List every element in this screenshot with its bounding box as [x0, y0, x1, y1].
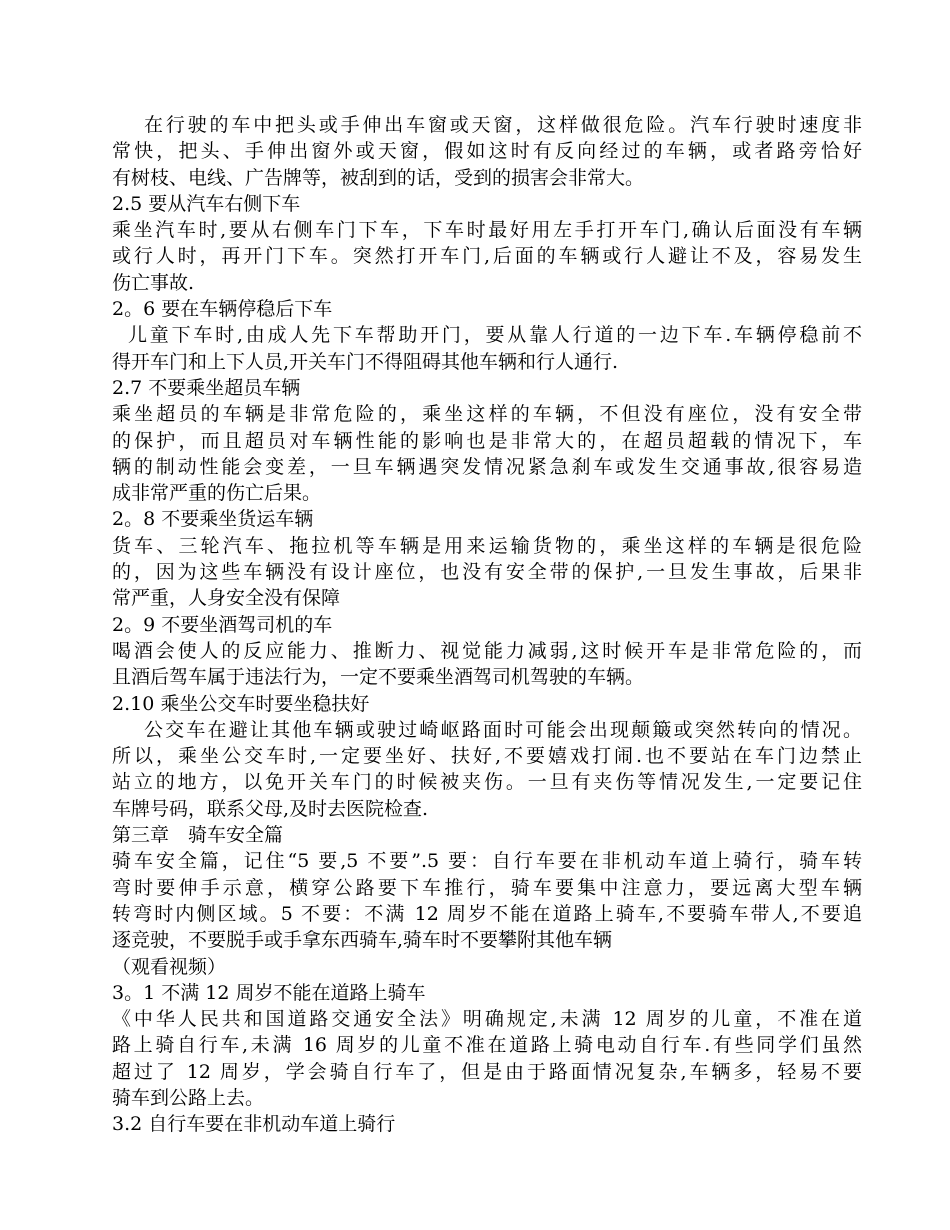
text-line: 2。9 不要坐酒驾司机的车	[112, 613, 333, 636]
text-line: 第三章 骑车安全篇	[112, 824, 284, 847]
text-line: 站立的地方，以免开关车门的时候被夹伤。一旦有夹伤等情况发生,一定要记住	[112, 771, 862, 794]
text-line: 常严重，人身安全没有保障	[112, 587, 341, 610]
text-line: 超过了 12 周岁，学会骑自行车了，但是由于路面情况复杂,车辆多，轻易不要	[112, 1060, 862, 1083]
text-line: 2.10 乘坐公交车时要坐稳扶好	[112, 692, 370, 715]
text-line: 得开车门和上下人员,开关车门不得阻碍其他车辆和行人通行.	[112, 350, 619, 373]
text-line: 2.7 不要乘坐超员车辆	[112, 376, 301, 399]
text-line: 2。6 要在车辆停稳后下车	[112, 298, 333, 321]
text-line: 2。8 不要乘坐货运车辆	[112, 508, 314, 531]
text-line: 有树枝、电线、广告牌等，被刮到的话，受到的损害会非常大。	[112, 166, 645, 189]
text-line: 骑车安全篇，记住“5 要,5 不要”.5 要：自行车要在非机动车道上骑行，骑车转	[112, 850, 862, 873]
text-line: 公交车在避让其他车辆或驶过崎岖路面时可能会出现颠簸或突然转向的情况。	[144, 718, 862, 741]
text-line: 的，因为这些车辆没有设计座位，也没有安全带的保护,一旦发生事故，后果非	[112, 561, 862, 584]
text-line: 所以，乘坐公交车时,一定要坐好、扶好,不要嬉戏打闹.也不要站在车门边禁止	[112, 745, 862, 768]
text-line: 乘坐超员的车辆是非常危险的，乘坐这样的车辆，不但没有座位，没有安全带	[112, 403, 862, 426]
text-line: 乘坐汽车时,要从右侧车门下车，下车时最好用左手打开车门,确认后面没有车辆	[112, 219, 862, 242]
text-line: 弯时要伸手示意，横穿公路要下车推行，骑车要集中注意力，要远离大型车辆	[112, 876, 862, 899]
text-line: 路上骑自行车,未满 16 周岁的儿童不准在道路上骑电动自行车.有些同学们虽然	[112, 1034, 862, 1057]
text-line: 或行人时，再开门下车。突然打开车门,后面的车辆或行人避让不及，容易发生	[112, 245, 862, 268]
text-line: 常快，把头、手伸出窗外或天窗，假如这时有反向经过的车辆，或者路旁恰好	[112, 140, 862, 163]
text-line: 在行驶的车中把头或手伸出车窗或天窗，这样做很危险。汽车行驶时速度非	[144, 114, 862, 136]
text-line: 伤亡事故.	[112, 271, 195, 294]
text-line: 儿童下车时,由成人先下车帮助开门，要从靠人行道的一边下车.车辆停稳前不	[128, 324, 862, 347]
text-line: 3。1 不满 12 周岁不能在道路上骑车	[112, 981, 426, 1004]
text-line: 骑车到公路上去。	[112, 1086, 265, 1109]
text-line: 货车、三轮汽车、拖拉机等车辆是用来运输货物的，乘坐这样的车辆是很危险	[112, 534, 862, 557]
text-line: 且酒后驾车属于违法行为，一定不要乘坐酒驾司机驾驶的车辆。	[112, 666, 645, 689]
text-line: 的保护，而且超员对车辆性能的影响也是非常大的，在超员超载的情况下，车	[112, 429, 862, 452]
text-line: 车牌号码，联系父母,及时去医院检查.	[112, 797, 429, 820]
text-line: 转弯时内侧区域。5 不要：不满 12 周岁不能在道路上骑车,不要骑车带人,不要追	[112, 902, 862, 925]
text-line: 3.2 自行车要在非机动车道上骑行	[112, 1113, 396, 1136]
text-line: 逐竞驶，不要脱手或手拿东西骑车,骑车时不要攀附其他车辆	[112, 929, 613, 952]
text-line: 2.5 要从汽车右侧下车	[112, 192, 301, 215]
text-line: 《中华人民共和国道路交通安全法》明确规定,未满 12 周岁的儿童，不准在道	[112, 1008, 862, 1031]
text-line: （观看视频）	[112, 955, 227, 978]
text-line: 喝酒会使人的反应能力、推断力、视觉能力减弱,这时候开车是非常危险的，而	[112, 639, 862, 662]
text-line: 成非常严重的伤亡后果。	[112, 482, 322, 505]
text-line: 辆的制动性能会变差，一旦车辆遇突发情况紧急刹车或发生交通事故,很容易造	[112, 455, 862, 478]
